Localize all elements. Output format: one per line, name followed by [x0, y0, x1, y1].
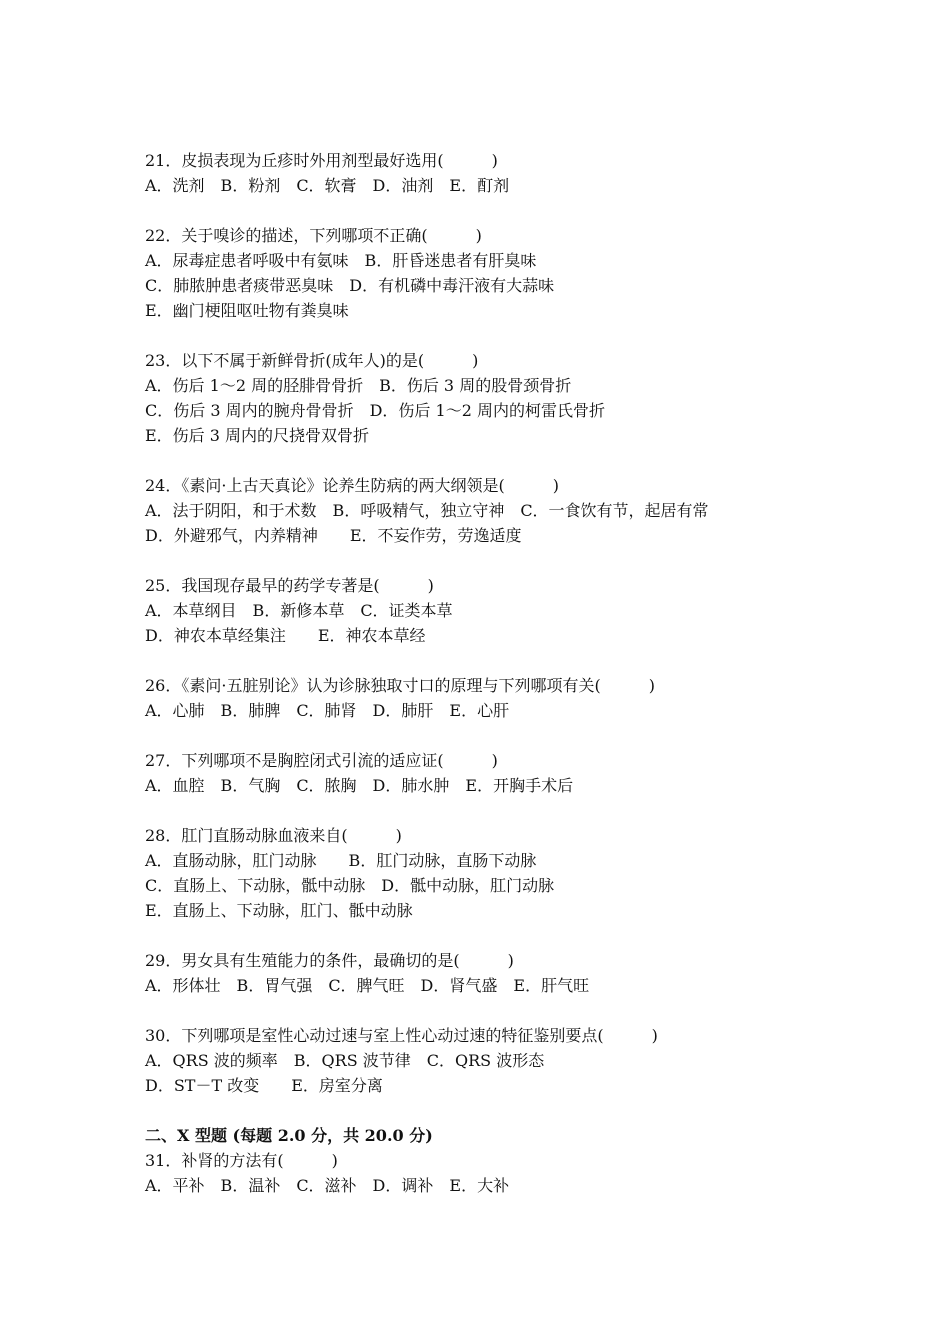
question-stem: 31．补肾的方法有( ) — [145, 1151, 338, 1170]
question-options: D．ST－T 改变 E．房室分离 — [145, 1076, 383, 1095]
question-options: A．心肺 B．肺脾 C．肺肾 D．肺肝 E．心肝 — [145, 701, 510, 720]
question-list — [145, 148, 925, 1223]
question-23 — [145, 348, 925, 448]
question-options: E．伤后 3 周内的尺挠骨双骨折 — [145, 426, 370, 445]
question-stem: 29．男女具有生殖能力的条件，最确切的是( ) — [145, 951, 514, 970]
question-options: A．血腔 B．气胸 C．脓胸 D．肺水肿 E．开胸手术后 — [145, 776, 574, 795]
section-title: 二、X 型题 (每题 2.0 分，共 20.0 分) — [145, 1126, 433, 1145]
question-options: D．神农本草经集注 E．神农本草经 — [145, 626, 426, 645]
question-options: A．法于阴阳，和于术数 B．呼吸精气，独立守神 C．一食饮有节，起居有常 — [145, 501, 709, 520]
question-options: A．尿毒症患者呼吸中有氨味 B．肝昏迷患者有肝臭味 — [145, 251, 537, 270]
question-options: A．本草纲目 B．新修本草 C．证类本草 — [145, 601, 453, 620]
section-x-type — [145, 1123, 925, 1198]
question-stem: 26．《素问·五脏别论》认为诊脉独取寸口的原理与下列哪项有关( ) — [145, 676, 655, 695]
question-options: D．外避邪气，内养精神 E．不妄作劳，劳逸适度 — [145, 526, 522, 545]
question-stem: 24．《素问·上古天真论》论养生防病的两大纲领是( ) — [145, 476, 559, 495]
question-stem: 23．以下不属于新鲜骨折(成年人)的是( ) — [145, 351, 479, 370]
question-22 — [145, 223, 925, 323]
question-30 — [145, 1023, 925, 1098]
question-options: A．QRS 波的频率 B．QRS 波节律 C．QRS 波形态 — [145, 1051, 545, 1070]
question-options: A．伤后 1～2 周的胫腓骨骨折 B．伤后 3 周的股骨颈骨折 — [145, 376, 572, 395]
question-options: A．平补 B．温补 C．滋补 D．调补 E．大补 — [145, 1176, 510, 1195]
question-stem: 21．皮损表现为丘疹时外用剂型最好选用( ) — [145, 151, 498, 170]
question-options: E．幽门梗阻呕吐物有粪臭味 — [145, 301, 349, 320]
question-stem: 28．肛门直肠动脉血液来自( ) — [145, 826, 402, 845]
question-options: A．形体壮 B．胃气强 C．脾气旺 D．肾气盛 E．肝气旺 — [145, 976, 590, 995]
question-options: C．直肠上、下动脉，骶中动脉 D．骶中动脉，肛门动脉 — [145, 876, 555, 895]
question-21 — [145, 148, 925, 198]
question-26 — [145, 673, 925, 723]
question-24 — [145, 473, 925, 548]
question-27 — [145, 748, 925, 798]
question-options: C．肺脓肿患者痰带恶臭味 D．有机磷中毒汗液有大蒜味 — [145, 276, 555, 295]
question-29 — [145, 948, 925, 998]
question-stem: 30．下列哪项是室性心动过速与室上性心动过速的特征鉴别要点( ) — [145, 1026, 658, 1045]
question-options: A．洗剂 B．粉剂 C．软膏 D．油剂 E．酊剂 — [145, 176, 510, 195]
question-stem: 27．下列哪项不是胸腔闭式引流的适应证( ) — [145, 751, 498, 770]
question-28 — [145, 823, 925, 923]
question-25 — [145, 573, 925, 648]
question-options: E．直肠上、下动脉，肛门、骶中动脉 — [145, 901, 413, 920]
question-options: C．伤后 3 周内的腕舟骨骨折 D．伤后 1～2 周内的柯雷氏骨折 — [145, 401, 605, 420]
question-stem: 22．关于嗅诊的描述，下列哪项不正确( ) — [145, 226, 482, 245]
question-stem: 25．我国现存最早的药学专著是( ) — [145, 576, 434, 595]
question-options: A．直肠动脉，肛门动脉 B．肛门动脉，直肠下动脉 — [145, 851, 537, 870]
